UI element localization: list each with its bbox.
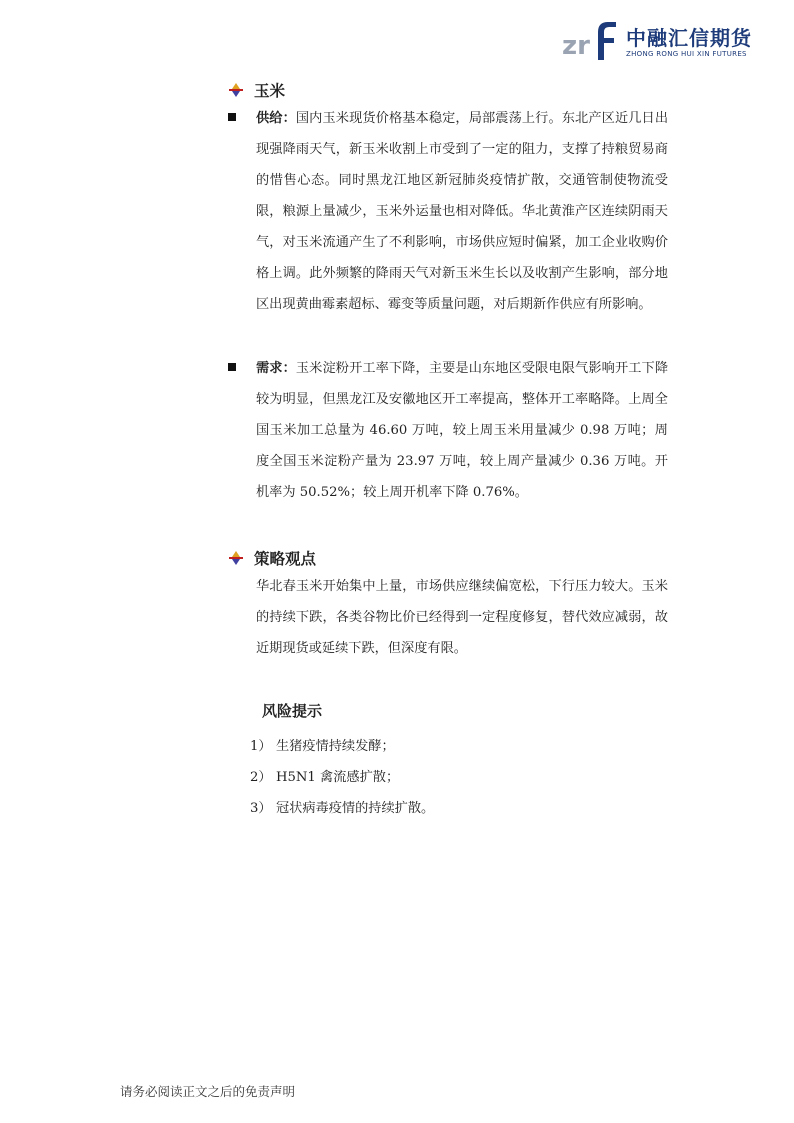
square-bullet-icon (228, 113, 236, 121)
section-title-strategy: 策略观点 (254, 550, 317, 568)
svg-text:zr: zr (562, 31, 590, 61)
list-item (250, 762, 434, 793)
risk-item-number: 1） (250, 739, 272, 754)
demand-paragraph (256, 353, 668, 508)
section-header-corn (228, 79, 285, 101)
risk-list (250, 731, 434, 824)
risk-item-number: 2） (250, 770, 272, 785)
demand-text: 玉米淀粉开工率下降，主要是山东地区受限电限气影响开工下降较为明显，但黑龙江及安徽地区开工率提高，整体开工率略降。上周全国玉米加工总量为 46.60 万吨，较上周玉米用量减少 0.98 万吨；周度全国玉米淀粉产量为 23.97 万吨，较上周产量减少 0.36 万吨。开机率为 50.52%；较上周开机率下降 0.76%。 (256, 361, 669, 500)
section-title-risk: 风险提示 (262, 702, 323, 720)
risk-item-text: 冠状病毒疫情的持续扩散。 (276, 801, 435, 816)
zrf-logo-mark-icon (562, 18, 618, 62)
section-arrow-icon (228, 550, 244, 566)
logo-english-name: ZHONG RONG HUI XIN FUTURES (626, 50, 747, 58)
bullet-supply (228, 103, 668, 320)
company-logo (562, 18, 762, 64)
supply-text: 国内玉米现货价格基本稳定，局部震荡上行。东北产区近几日出现强降雨天气，新玉米收割上市受到了一定的阻力，支撑了持粮贸易商的惜售心态。同时黑龙江地区新冠肺炎疫情扩散，交通管制使物流受限，粮源上量减少，玉米外运量也相对降低。华北黄淮产区连续阴雨天气，对玉米流通产生了不利影响，市场供应短时偏紧，加工企业收购价格上调。此外频繁的降雨天气对新玉米生长以及收割产生影响，部分地区出现黄曲霉素超标、霉变等质量问题，对后期新作供应有所影响。 (256, 111, 669, 312)
supply-label: 供给： (256, 111, 296, 126)
square-bullet-icon (228, 363, 236, 371)
risk-item-text: 生猪疫情持续发酵； (276, 739, 395, 754)
logo-chinese-name: 中融汇信期货 (626, 26, 752, 50)
section-header-strategy (228, 547, 316, 569)
list-item (250, 793, 434, 824)
risk-item-number: 3） (250, 801, 272, 816)
list-item (250, 731, 434, 762)
risk-item-text: H5N1 禽流感扩散； (276, 770, 400, 785)
section-arrow-icon (228, 82, 244, 98)
demand-label: 需求： (256, 361, 296, 376)
bullet-demand (228, 353, 668, 508)
supply-paragraph (256, 103, 668, 320)
section-title-corn: 玉米 (254, 82, 286, 100)
footer-disclaimer: 请务必阅读正文之后的免责声明 (120, 1084, 296, 1099)
strategy-paragraph: 华北春玉米开始集中上量，市场供应继续偏宽松，下行压力较大。玉米的持续下跌，各类谷物比价已经得到一定程度修复，替代效应减弱，故近期现货或延续下跌，但深度有限。 (256, 579, 668, 656)
strategy-block (256, 571, 668, 664)
